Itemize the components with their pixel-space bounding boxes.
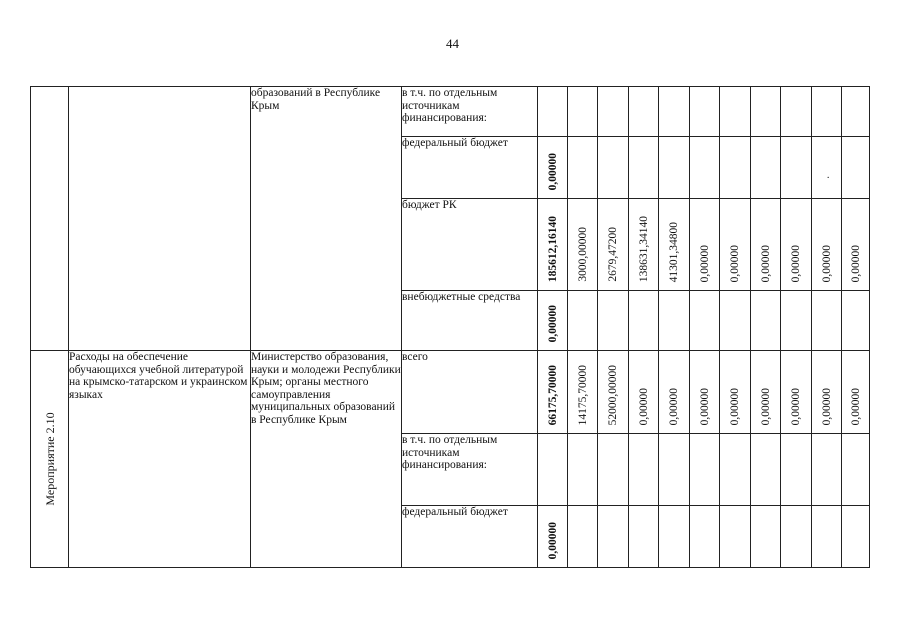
funding-source-cell: федеральный бюджет <box>402 137 538 199</box>
year-value-cell <box>812 434 842 506</box>
total-value-cell <box>538 87 568 137</box>
funding-source-cell: внебюджетные средства <box>402 291 538 351</box>
year-value-cell <box>842 434 870 506</box>
total-value-cell <box>538 137 568 199</box>
total-value-cell <box>538 506 568 568</box>
year-value-cell <box>720 199 751 291</box>
year-value-cell <box>598 199 629 291</box>
row-label-cell <box>31 87 69 351</box>
funding-source-cell: всего <box>402 351 538 434</box>
amount-value: 14175,70000 <box>576 364 589 425</box>
measure-name-cell <box>69 87 251 351</box>
year-value-cell <box>842 291 870 351</box>
amount-value: 52000,00000 <box>606 364 619 425</box>
year-value-cell <box>842 87 870 137</box>
year-value-cell <box>568 351 598 434</box>
amount-value: 41301,34800 <box>667 221 680 282</box>
measure-label: Мероприятие 2.10 <box>42 412 57 506</box>
amount-value: 0,00000 <box>789 244 802 282</box>
amount-value: 0,00000 <box>728 244 741 282</box>
year-value-cell <box>598 434 629 506</box>
year-value-cell <box>720 291 751 351</box>
year-value-cell <box>751 434 781 506</box>
amount-value: 0,00000 <box>820 387 833 425</box>
year-value-cell <box>751 137 781 199</box>
amount-value: 0,00000 <box>667 387 680 425</box>
year-value-cell <box>690 87 720 137</box>
total-value-cell <box>538 351 568 434</box>
scan-mark: · <box>826 173 830 184</box>
measure-name-cell: Расходы на обеспечение обучающихся учебной литературой на крымско-татарском и украинском языках <box>69 351 251 568</box>
year-value-cell <box>781 199 812 291</box>
executor-cell: Министерство образования, науки и молодежи Республики Крым; органы местного самоуправления муниципальных образований в Республике Крым <box>251 351 402 568</box>
year-value-cell <box>659 351 690 434</box>
year-value-cell <box>659 434 690 506</box>
budget-table <box>30 86 870 568</box>
amount-value: 0,00000 <box>728 387 741 425</box>
amount-value: 0,00000 <box>546 304 559 342</box>
year-value-cell <box>629 434 659 506</box>
year-value-cell <box>720 351 751 434</box>
year-value-cell <box>568 87 598 137</box>
funding-source-cell: федеральный бюджет <box>402 506 538 568</box>
year-value-cell <box>812 199 842 291</box>
year-value-cell <box>690 137 720 199</box>
year-value-cell <box>812 87 842 137</box>
year-value-cell <box>568 434 598 506</box>
year-value-cell <box>781 434 812 506</box>
amount-value: 0,00000 <box>637 387 650 425</box>
year-value-cell <box>781 351 812 434</box>
funding-source-cell: в т.ч. по отдельным источникам финансирования: <box>402 87 538 137</box>
total-value-cell <box>538 291 568 351</box>
executor-cell: образований в Республике Крым <box>251 87 402 351</box>
year-value-cell <box>598 137 629 199</box>
amount-value: 0,00000 <box>698 387 711 425</box>
year-value-cell <box>659 87 690 137</box>
amount-value: 66175,70000 <box>546 364 559 425</box>
year-value-cell <box>812 506 842 568</box>
amount-value: 138631,34140 <box>637 215 650 282</box>
year-value-cell <box>842 506 870 568</box>
table-row <box>31 351 870 434</box>
year-value-cell <box>842 137 870 199</box>
year-value-cell <box>751 87 781 137</box>
year-value-cell <box>690 199 720 291</box>
year-value-cell <box>720 137 751 199</box>
year-value-cell <box>598 291 629 351</box>
year-value-cell <box>568 137 598 199</box>
amount-value: 0,00000 <box>546 152 559 190</box>
amount-value: 0,00000 <box>698 244 711 282</box>
year-value-cell <box>812 291 842 351</box>
year-value-cell <box>751 199 781 291</box>
year-value-cell <box>720 506 751 568</box>
year-value-cell <box>720 434 751 506</box>
year-value-cell <box>568 291 598 351</box>
amount-value: 0,00000 <box>849 387 862 425</box>
funding-source-cell: бюджет РК <box>402 199 538 291</box>
year-value-cell <box>751 351 781 434</box>
year-value-cell <box>690 291 720 351</box>
amount-value: 0,00000 <box>759 244 772 282</box>
year-value-cell <box>568 506 598 568</box>
year-value-cell <box>751 506 781 568</box>
year-value-cell <box>659 506 690 568</box>
year-value-cell <box>659 137 690 199</box>
year-value-cell <box>812 351 842 434</box>
year-value-cell <box>751 291 781 351</box>
year-value-cell <box>659 199 690 291</box>
amount-value: 0,00000 <box>849 244 862 282</box>
amount-value: 185612,16140 <box>546 215 559 282</box>
table-row <box>31 87 870 137</box>
total-value-cell <box>538 199 568 291</box>
year-value-cell <box>629 137 659 199</box>
year-value-cell <box>568 199 598 291</box>
year-value-cell <box>629 87 659 137</box>
year-value-cell <box>690 434 720 506</box>
amount-value: 2679,47200 <box>606 227 619 282</box>
year-value-cell <box>690 351 720 434</box>
amount-value: 0,00000 <box>789 387 802 425</box>
year-value-cell <box>720 87 751 137</box>
year-value-cell <box>690 506 720 568</box>
page-number: 44 <box>446 36 459 51</box>
amount-value: 0,00000 <box>546 521 559 559</box>
year-value-cell <box>812 137 842 199</box>
funding-source-cell: в т.ч. по отдельным источникам финансирования: <box>402 434 538 506</box>
year-value-cell <box>598 351 629 434</box>
year-value-cell <box>781 506 812 568</box>
year-value-cell <box>629 199 659 291</box>
year-value-cell <box>842 199 870 291</box>
year-value-cell <box>629 351 659 434</box>
amount-value: 3000,00000 <box>576 227 589 282</box>
year-value-cell <box>781 137 812 199</box>
year-value-cell <box>598 506 629 568</box>
year-value-cell <box>781 291 812 351</box>
amount-value: 0,00000 <box>820 244 833 282</box>
total-value-cell <box>538 434 568 506</box>
year-value-cell <box>629 291 659 351</box>
year-value-cell <box>659 291 690 351</box>
amount-value: 0,00000 <box>759 387 772 425</box>
year-value-cell <box>598 87 629 137</box>
row-label-cell <box>31 351 69 568</box>
year-value-cell <box>842 351 870 434</box>
year-value-cell <box>629 506 659 568</box>
year-value-cell <box>781 87 812 137</box>
